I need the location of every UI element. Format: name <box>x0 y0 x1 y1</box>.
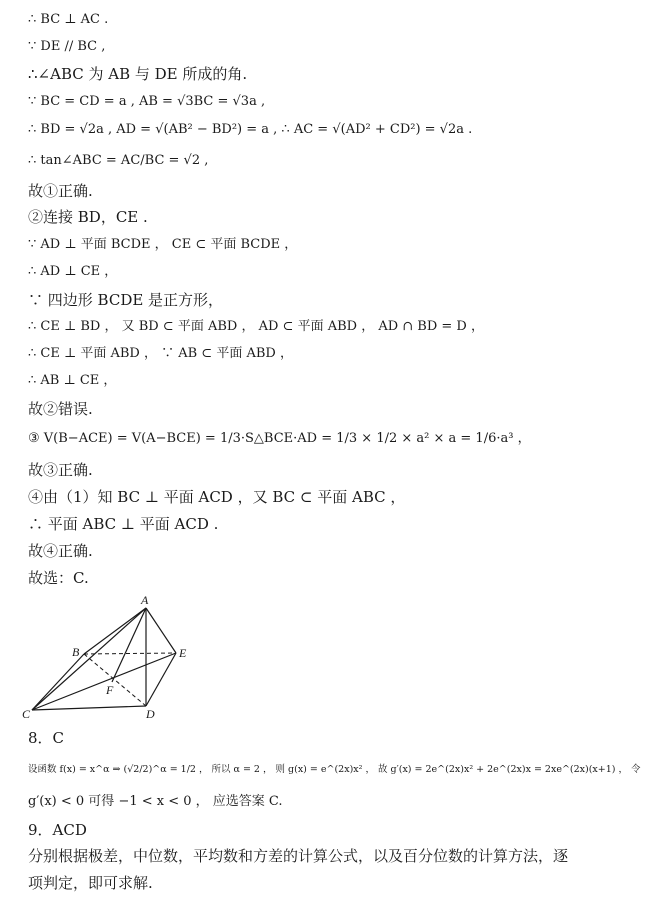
q9-solution-line-1: 分别根据极差，中位数，平均数和方差的计算公式，以及百分位数的计算方法，逐 <box>28 847 569 865</box>
solution-line-9: ∵ AD ⊥ 平面 BCDE ， CE ⊂ 平面 BCDE ， <box>28 237 298 252</box>
edge-AB <box>84 608 146 654</box>
solution-line-18: ④由（1）知 BC ⊥ 平面 ACD ，又 BC ⊂ 平面 ABC ， <box>28 488 406 506</box>
solution-line-15: 故②错误. <box>28 400 93 418</box>
edge-AE <box>146 608 176 653</box>
solution-line-17: 故③正确. <box>28 461 93 479</box>
solution-line-5: ∴ BD = √2a , AD = √(AB² − BD²) = a , ∴ AC = √(AD² + CD²) = √2a . <box>28 122 473 137</box>
q9-solution-line-2: 项判定，即可求解. <box>28 874 153 892</box>
solution-line-3: ∴∠ABC 为 AB 与 DE 所成的角. <box>28 65 248 83</box>
edge-BC <box>32 654 84 710</box>
solution-line-6: ∴ tan∠ABC = AC/BC = √2 , <box>28 153 209 168</box>
solution-line-11: ∵ 四边形 BCDE 是正方形， <box>28 291 224 309</box>
label-C: C <box>22 707 31 721</box>
q8-solution-line-1: 设函数 f(x) = x^α ⇒ (√2/2)^α = 1/2 ， 所以 α = 2 ， 则 g(x) = e^(2x)x² ， 故 g′(x) = 2e^(2x)x² + 2e^(2x)x = 2xe^(2x)(x+1) ， 令 <box>28 764 641 775</box>
solution-line-2: ∵ DE // BC , <box>28 39 106 54</box>
q8-answer-heading: 8．C <box>28 729 65 747</box>
edge-AC <box>32 608 146 710</box>
geometry-figure <box>22 594 212 722</box>
q9-answer-heading: 9．ACD <box>28 821 87 839</box>
solution-line-19: ∴ 平面 ABC ⊥ 平面 ACD . <box>28 515 219 533</box>
edge-DE <box>146 653 176 706</box>
edge-BE-dashed <box>84 653 176 654</box>
label-E: E <box>179 646 187 660</box>
solution-line-7: 故①正确. <box>28 182 93 200</box>
solution-line-8: ②连接 BD，CE . <box>28 208 148 226</box>
edge-CE <box>32 653 176 710</box>
label-F: F <box>106 683 114 697</box>
solution-line-16: ③ V(B−ACE) = V(A−BCE) = 1/3·S△BCE·AD = 1/3 × 1/2 × a² × a = 1/6·a³ ， <box>28 431 531 446</box>
solution-line-20: 故④正确. <box>28 542 93 560</box>
label-B: B <box>72 645 80 659</box>
label-A: A <box>141 594 149 607</box>
solution-line-21: 故选：C. <box>28 569 89 587</box>
edge-AF <box>112 608 146 682</box>
solution-line-1: ∴ BC ⊥ AC . <box>28 12 109 27</box>
label-D: D <box>146 707 155 721</box>
edge-BD-dashed <box>84 654 146 706</box>
q8-solution-line-2: g′(x) < 0 可得 −1 < x < 0 ， 应选答案 C. <box>28 794 283 809</box>
solution-line-14: ∴ AB ⊥ CE ， <box>28 373 117 388</box>
solution-line-13: ∴ CE ⊥ 平面 ABD ， ∵ AB ⊂ 平面 ABD ， <box>28 346 293 361</box>
solution-line-10: ∴ AD ⊥ CE ， <box>28 264 118 279</box>
edge-CD <box>32 706 146 710</box>
solution-line-4: ∵ BC = CD = a , AB = √3BC = √3a , <box>28 94 266 109</box>
solution-line-12: ∴ CE ⊥ BD ， 又 BD ⊂ 平面 ABD ， AD ⊂ 平面 ABD ， AD ∩ BD = D ， <box>28 319 484 334</box>
